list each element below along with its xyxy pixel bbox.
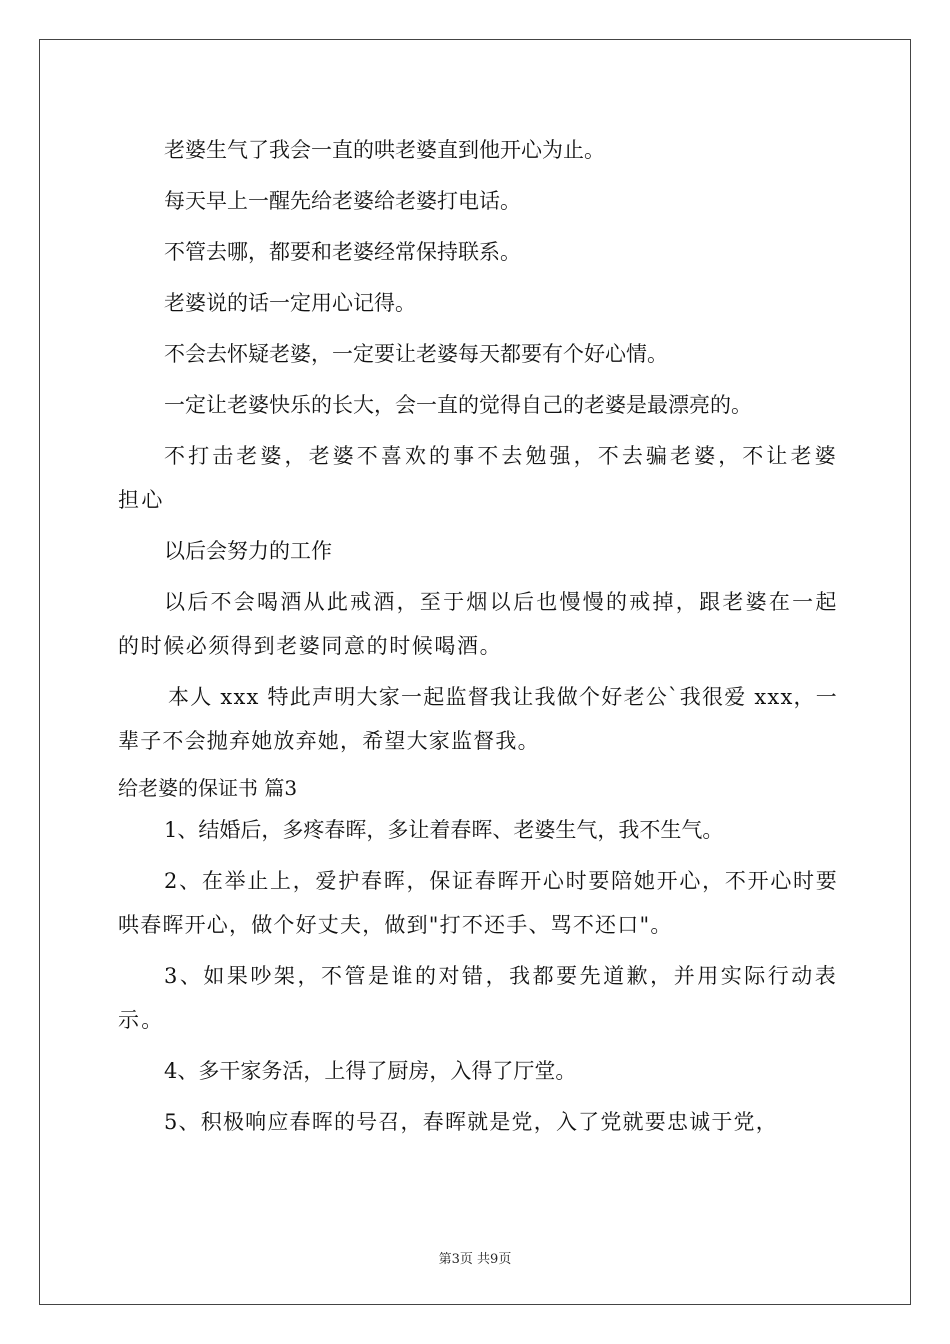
paragraph: 老婆生气了我会一直的哄老婆直到他开心为止。 bbox=[164, 138, 605, 162]
paragraph: 以后不会喝酒从此戒酒，至于烟以后也慢慢的戒掉，跟老婆在一起的时候必须得到老婆同意的时候喝酒。 bbox=[118, 590, 838, 658]
paragraph: 4、多干家务活，上得了厨房，入得了厅堂。 bbox=[164, 1059, 577, 1083]
paragraph: 老婆说的话一定用心记得。 bbox=[164, 291, 416, 315]
paragraph: 一定让老婆快乐的长大，会一直的觉得自己的老婆是最漂亮的。 bbox=[164, 393, 752, 417]
paragraph: 2、在举止上，爱护春晖，保证春晖开心时要陪她开心，不开心时要哄春晖开心，做个好丈夫，做到"打不还手、骂不还口"。 bbox=[118, 869, 838, 937]
document-body bbox=[118, 128, 838, 1151]
page-number: 第3页 共9页 bbox=[438, 1252, 512, 1267]
paragraph: 不管去哪，都要和老婆经常保持联系。 bbox=[164, 240, 521, 264]
paragraph: 5、积极响应春晖的号召，春晖就是党，入了党就要忠诚于党， bbox=[164, 1110, 778, 1134]
paragraph: 本人 xxx 特此声明大家一起监督我让我做个好老公`我很爱 xxx，一辈子不会抛弃她放弃她，希望大家监督我。 bbox=[118, 685, 838, 753]
paragraph: 不打击老婆，老婆不喜欢的事不去勉强，不去骗老婆，不让老婆担心 bbox=[118, 444, 838, 512]
paragraph: 每天早上一醒先给老婆给老婆打电话。 bbox=[164, 189, 521, 213]
paragraph: 3、如果吵架，不管是谁的对错，我都要先道歉，并用实际行动表示。 bbox=[118, 964, 838, 1032]
paragraph: 1、结婚后，多疼春晖，多让着春晖、老婆生气，我不生气。 bbox=[164, 818, 724, 842]
section-heading: 给老婆的保证书 篇3 bbox=[118, 776, 298, 800]
paragraph: 以后会努力的工作 bbox=[164, 539, 332, 563]
paragraph: 不会去怀疑老婆，一定要让老婆每天都要有个好心情。 bbox=[164, 342, 668, 366]
